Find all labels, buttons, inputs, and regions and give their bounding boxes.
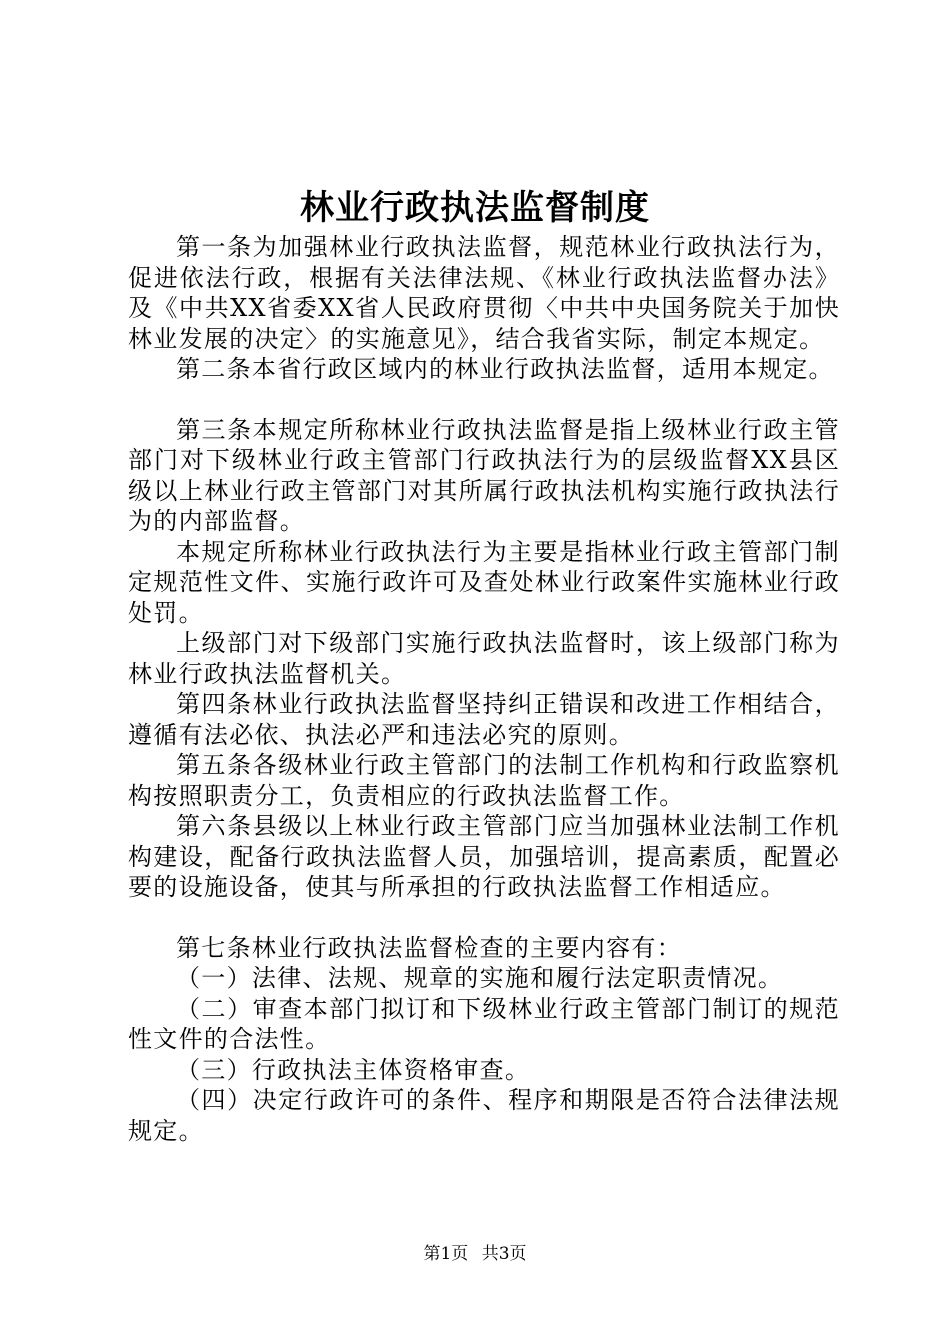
paragraph-article-3-definition: 本规定所称林业行政执法行为主要是指林业行政主管部门制定规范性文件、实施行政许可及查处林业行政案件实施林业行政处罚。 bbox=[128, 537, 840, 627]
paragraph-article-2: 第二条本省行政区域内的林业行政执法监督，适用本规定。 bbox=[176, 355, 834, 383]
paragraph-article-3: 第三条本规定所称林业行政执法监督是指上级林业行政主管部门对下级林业行政主管部门行政执法行为的层级监督XX县区级以上林业行政主管部门对其所属行政执法机构实施行政执法行为的内部监督。 bbox=[128, 415, 840, 535]
list-item-4: （四）决定行政许可的条件、程序和期限是否符合法律法规规定。 bbox=[128, 1086, 840, 1145]
page-total: 共3页 bbox=[481, 1244, 527, 1264]
paragraph-article-7: 第七条林业行政执法监督检查的主要内容有： bbox=[176, 933, 682, 962]
paragraph-article-4: 第四条林业行政执法监督坚持纠正错误和改进工作相结合，遵循有法必依、执法必严和违法必究的原则。 bbox=[128, 690, 840, 749]
list-item-1: （一）法律、法规、规章的实施和履行法定职责情况。 bbox=[176, 964, 784, 992]
paragraph-article-1: 第一条为加强林业行政执法监督，规范林业行政执法行为，促进依法行政，根据有关法律法规、《林业行政执法监督办法》及《中共XX省委XX省人民政府贯彻〈中共中央国务院关于加快林业发展的决定〉的实施意见》，结合我省实际，制定本规定。 bbox=[128, 233, 840, 353]
list-item-3: （三）行政执法主体资格审查。 bbox=[176, 1055, 531, 1084]
paragraph-article-3-supervisory-organ: 上级部门对下级部门实施行政执法监督时，该上级部门称为林业行政执法监督机关。 bbox=[128, 629, 840, 688]
document-body bbox=[128, 232, 840, 1146]
paragraph-article-5: 第五条各级林业行政主管部门的法制工作机构和行政监察机构按照职责分工，负责相应的行政执法监督工作。 bbox=[128, 751, 840, 810]
page-footer bbox=[0, 1243, 950, 1265]
page-number: 第1页 bbox=[423, 1244, 469, 1264]
document-title: 林业行政执法监督制度 bbox=[300, 188, 650, 228]
paragraph-article-6: 第六条县级以上林业行政主管部门应当加强林业法制工作机构建设，配备行政执法监督人员，加强培训，提高素质，配置必要的设施设备，使其与所承担的行政执法监督工作相适应。 bbox=[128, 812, 840, 901]
list-item-2: （二）审查本部门拟订和下级林业行政主管部门制订的规范性文件的合法性。 bbox=[128, 994, 840, 1053]
